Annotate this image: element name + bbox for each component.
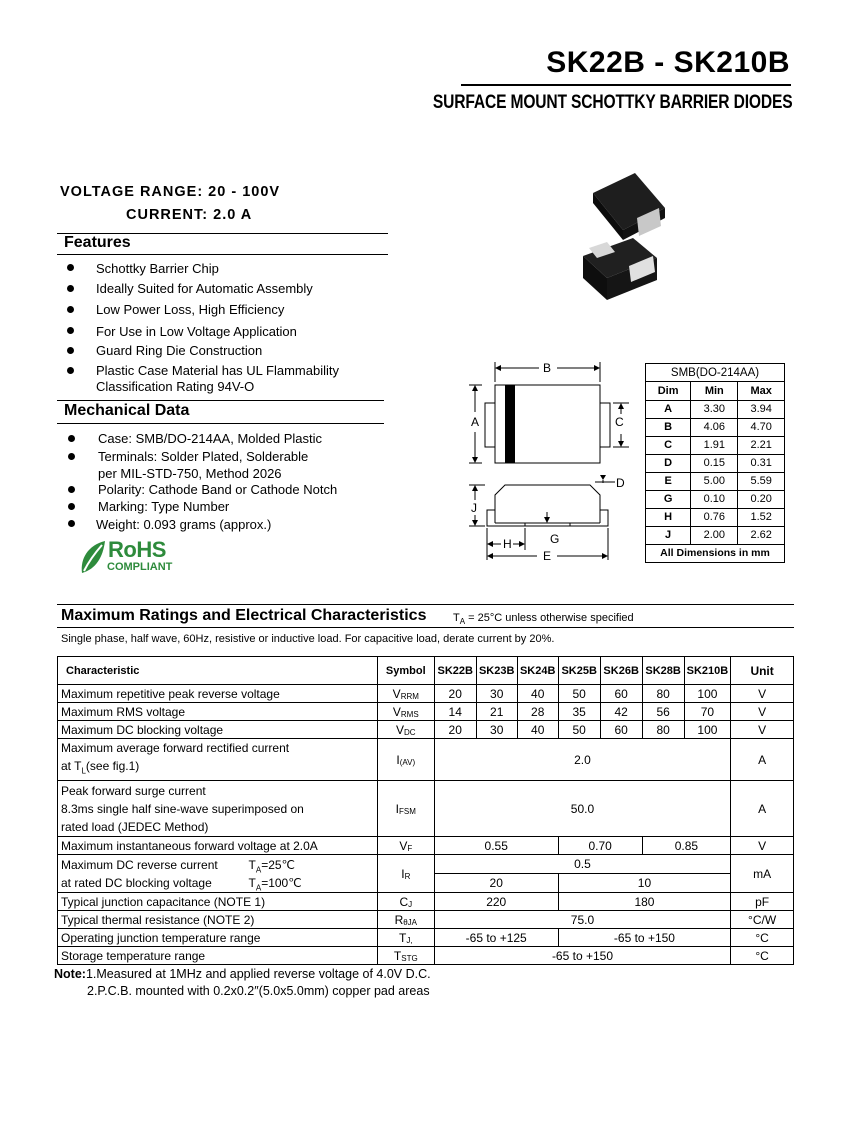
value-cell: 21: [476, 703, 517, 721]
bullet-icon: [68, 503, 75, 510]
ta-rest: = 25°C unless otherwise specified: [465, 612, 634, 624]
value-cell: -65 to +150: [558, 929, 731, 947]
part-header: SK210B: [684, 657, 731, 685]
bullet-icon: [67, 285, 74, 292]
table-row: [58, 721, 794, 739]
value-cell: 220: [434, 893, 558, 911]
dim-cell: B: [646, 418, 691, 436]
bullet-icon: [68, 435, 75, 442]
voltage-range: VOLTAGE RANGE: 20 - 100V: [60, 184, 281, 200]
characteristic-cell: Maximum instantaneous forward voltage at 2.0A: [58, 837, 378, 855]
value-cell: 0.5: [434, 855, 730, 874]
part-header: SK22B: [434, 657, 476, 685]
characteristic-line: at $T_L(see$ fig.1): [61, 759, 140, 776]
table-row: [58, 929, 794, 947]
max-header: Max: [738, 382, 784, 400]
table-row: [646, 526, 784, 544]
part-header: SK24B: [517, 657, 558, 685]
value-cell: 10: [558, 874, 731, 893]
min-cell: 3.30: [691, 400, 738, 418]
list-item: Marking: Type Number: [98, 499, 230, 514]
list-item: Case: SMB/DO-214AA, Molded Plastic: [98, 431, 322, 446]
min-cell: 4.06: [691, 418, 738, 436]
rohs-text: RoHS: [108, 537, 166, 562]
unit-cell: °C: [731, 929, 794, 947]
value-cell: 20: [434, 685, 476, 703]
part-header: SK28B: [642, 657, 684, 685]
characteristic-cell: Typical thermal resistance (NOTE 2): [58, 911, 378, 929]
list-item: For Use in Low Voltage Application: [96, 324, 297, 339]
unit-cell: V: [731, 703, 794, 721]
mechanical-rule: [57, 423, 384, 424]
table-row: [58, 739, 794, 781]
max-cell: 1.52: [738, 508, 784, 526]
dim-label-b: B: [543, 361, 552, 375]
list-item: Polarity: Cathode Band or Cathode Notch: [98, 482, 338, 497]
value-cell: 50.0: [434, 781, 730, 837]
min-cell: 1.91: [691, 436, 738, 454]
table-row: [58, 781, 794, 837]
table-row: [646, 472, 784, 490]
value-cell: 56: [642, 703, 684, 721]
dimensions-table: [645, 363, 785, 563]
dim-cell: C: [646, 436, 691, 454]
list-item: Guard Ring Die Construction: [96, 343, 263, 358]
characteristic-cell: Storage temperature range: [58, 947, 378, 965]
cathode-band: [505, 385, 515, 463]
package-photo: [575, 168, 670, 313]
max-cell: 5.59: [738, 472, 784, 490]
value-cell: 75.0: [434, 911, 730, 929]
dim-cell: A: [646, 400, 691, 418]
unit-cell: V: [731, 837, 794, 855]
value-cell: 40: [517, 721, 558, 739]
unit-cell: A: [731, 781, 794, 837]
table-row: [646, 418, 784, 436]
table-row: [58, 855, 794, 874]
ratings-rule-top: [57, 604, 794, 605]
note-2: 2.P.C.B. mounted with 0.2x0.2″(5.0x5.0mm) copper pad areas: [87, 984, 430, 998]
symbol-cell: $I_R$: [377, 855, 434, 893]
dim-cell: D: [646, 454, 691, 472]
max-cell: 3.94: [738, 400, 784, 418]
min-cell: 0.76: [691, 508, 738, 526]
characteristic-cell: Maximum DC blocking voltage: [58, 721, 378, 739]
table-row: [58, 685, 794, 703]
dim-cell: H: [646, 508, 691, 526]
single-phase-note: Single phase, half wave, 60Hz, resistive or inductive load. For capacitive load, derate current by 20%.: [61, 633, 555, 645]
note-prefix: Note:: [54, 967, 86, 981]
dim-label-d: D: [616, 476, 625, 490]
value-cell: 35: [558, 703, 600, 721]
notes: [54, 966, 431, 1000]
list-item: Low Power Loss, High Efficiency: [96, 302, 285, 317]
value-cell: 0.70: [558, 837, 642, 855]
value-cell: 14: [434, 703, 476, 721]
part-header: SK23B: [476, 657, 517, 685]
mechanical-rule-top: [57, 400, 384, 401]
part-header: SK25B: [558, 657, 600, 685]
dim-cell: E: [646, 472, 691, 490]
table-row: [58, 947, 794, 965]
list-item: Plastic Case Material has UL Flammability: [96, 363, 339, 378]
dim-cell: J: [646, 526, 691, 544]
characteristic-cell: Maximum repetitive peak reverse voltage: [58, 685, 378, 703]
table-row: [646, 454, 784, 472]
characteristic-cell: Maximum RMS voltage: [58, 703, 378, 721]
characteristic-cell: Operating junction temperature range: [58, 929, 378, 947]
features-rule-top: [57, 233, 388, 234]
bullet-icon: [68, 520, 75, 527]
mechanical-heading: Mechanical Data: [64, 402, 190, 419]
dim-label-e: E: [543, 549, 552, 563]
note-1: [54, 966, 431, 983]
max-cell: 4.70: [738, 418, 784, 436]
package-drawing: [465, 360, 640, 565]
min-header: Min: [691, 382, 738, 400]
bullet-icon: [67, 327, 74, 334]
value-cell: 50: [558, 685, 600, 703]
value-cell: 20: [434, 874, 558, 893]
value-cell: 80: [642, 685, 684, 703]
dim-label-h: H: [503, 537, 512, 551]
dim-label-g: G: [550, 532, 560, 546]
unit-cell: pF: [731, 893, 794, 911]
value-cell: 0.55: [434, 837, 558, 855]
value-cell: -65 to +125: [434, 929, 558, 947]
min-cell: 2.00: [691, 526, 738, 544]
symbol-cell: $T_{STG}$: [377, 947, 434, 965]
symbol-cell: $I_{FSM}$: [377, 781, 434, 837]
table-row: [58, 703, 794, 721]
value-cell: 180: [558, 893, 731, 911]
unit-cell: V: [731, 685, 794, 703]
max-cell: 2.21: [738, 436, 784, 454]
table-row: [58, 893, 794, 911]
characteristic-cell: Maximum DC reverse current $T_A=25℃$: [58, 855, 378, 874]
dimensions-caption: SMB(DO-214AA): [646, 364, 784, 382]
characteristic-header: Characteristic: [58, 657, 378, 685]
table-row: [58, 837, 794, 855]
title-rule: [461, 84, 791, 86]
list-item: Classification Rating 94V-O: [96, 379, 255, 394]
characteristic-cell: [58, 781, 378, 837]
value-cell: 0.85: [642, 837, 731, 855]
max-cell: 0.20: [738, 490, 784, 508]
page-title: SK22B - SK210B: [546, 46, 790, 79]
value-cell: 50: [558, 721, 600, 739]
features-heading: Features: [64, 234, 131, 251]
unit-cell: mA: [731, 855, 794, 893]
ratings-table: [57, 656, 794, 965]
note-text: 1.Measured at 1MHz and applied reverse voltage of 4.0V D.C.: [85, 967, 431, 981]
unit-cell: °C/W: [731, 911, 794, 929]
list-item: Terminals: Solder Plated, Solderable: [98, 449, 309, 464]
symbol-header: Symbol: [377, 657, 434, 685]
min-cell: 0.15: [691, 454, 738, 472]
dim-label-j: J: [471, 501, 477, 515]
table-row: [646, 436, 784, 454]
dimensions-footer: All Dimensions in mm: [646, 544, 784, 562]
features-rule: [57, 254, 388, 255]
unit-cell: °C: [731, 947, 794, 965]
symbol-cell: $I_{(AV)}$: [377, 739, 434, 781]
table-header-row: [58, 657, 794, 685]
value-cell: 100: [684, 721, 731, 739]
rohs-logo: [78, 537, 188, 577]
ta-sub: A: [459, 617, 466, 627]
value-cell: 70: [684, 703, 731, 721]
characteristic-line: rated load (JEDEC Method): [61, 819, 209, 834]
value-cell: 20: [434, 721, 476, 739]
part-header: SK26B: [600, 657, 642, 685]
symbol-cell: $V_F$: [377, 837, 434, 855]
symbol-cell: $R_{\theta JA}$: [377, 911, 434, 929]
table-row: [646, 490, 784, 508]
ratings-condition: [453, 612, 634, 626]
list-item: per MIL-STD-750, Method 2026: [98, 466, 282, 481]
page-subtitle: SURFACE MOUNT SCHOTTKY BARRIER DIODES: [432, 91, 792, 113]
bullet-icon: [67, 264, 74, 271]
ratings-rule: [57, 627, 794, 628]
unit-cell: A: [731, 739, 794, 781]
characteristic-cell: Typical junction capacitance (NOTE 1): [58, 893, 378, 911]
table-row: [58, 911, 794, 929]
list-item: Ideally Suited for Automatic Assembly: [96, 281, 313, 296]
value-cell: 80: [642, 721, 684, 739]
dim-label-c: C: [615, 415, 624, 429]
symbol-cell: $V_{DC}$: [377, 721, 434, 739]
list-item: Weight: 0.093 grams (approx.): [96, 517, 272, 532]
dim-label-a: A: [471, 415, 480, 429]
value-cell: 28: [517, 703, 558, 721]
min-cell: 5.00: [691, 472, 738, 490]
leaf-icon: [78, 539, 108, 575]
table-row: [646, 508, 784, 526]
list-item: Schottky Barrier Chip: [96, 261, 219, 276]
symbol-cell: $C_J$: [377, 893, 434, 911]
max-cell: 0.31: [738, 454, 784, 472]
unit-header: Unit: [731, 657, 794, 685]
max-cell: 2.62: [738, 526, 784, 544]
value-cell: 60: [600, 721, 642, 739]
min-cell: 0.10: [691, 490, 738, 508]
value-cell: 30: [476, 685, 517, 703]
bullet-icon: [67, 367, 74, 374]
current-rating: CURRENT: 2.0 A: [126, 207, 253, 223]
bullet-icon: [67, 347, 74, 354]
ta-symbol: T: [453, 612, 460, 624]
characteristic-cell: [58, 739, 378, 781]
rohs-compliant: COMPLIANT: [107, 561, 173, 573]
bullet-icon: [67, 306, 74, 313]
value-cell: 30: [476, 721, 517, 739]
bullet-icon: [68, 486, 75, 493]
table-row: [646, 400, 784, 418]
dim-header: Dim: [646, 382, 691, 400]
characteristic-line: Peak forward surge current: [61, 783, 206, 798]
value-cell: 42: [600, 703, 642, 721]
symbol-cell: $V_{RRM}$: [377, 685, 434, 703]
value-cell: 60: [600, 685, 642, 703]
ratings-title: Maximum Ratings and Electrical Characteristics: [61, 607, 427, 624]
unit-cell: V: [731, 721, 794, 739]
value-cell: 40: [517, 685, 558, 703]
characteristic-line: 8.3ms single half sine-wave superimposed on: [61, 801, 304, 816]
dim-cell: G: [646, 490, 691, 508]
characteristic-cell: at rated DC blocking voltage $T_A=100℃$: [58, 874, 378, 893]
characteristic-line: Maximum average forward rectified current: [61, 741, 290, 755]
symbol-cell: $T_{J,}$: [377, 929, 434, 947]
bullet-icon: [68, 453, 75, 460]
symbol-cell: $V_{RMS}$: [377, 703, 434, 721]
value-cell: -65 to +150: [434, 947, 730, 965]
value-cell: 2.0: [434, 739, 730, 781]
value-cell: 100: [684, 685, 731, 703]
